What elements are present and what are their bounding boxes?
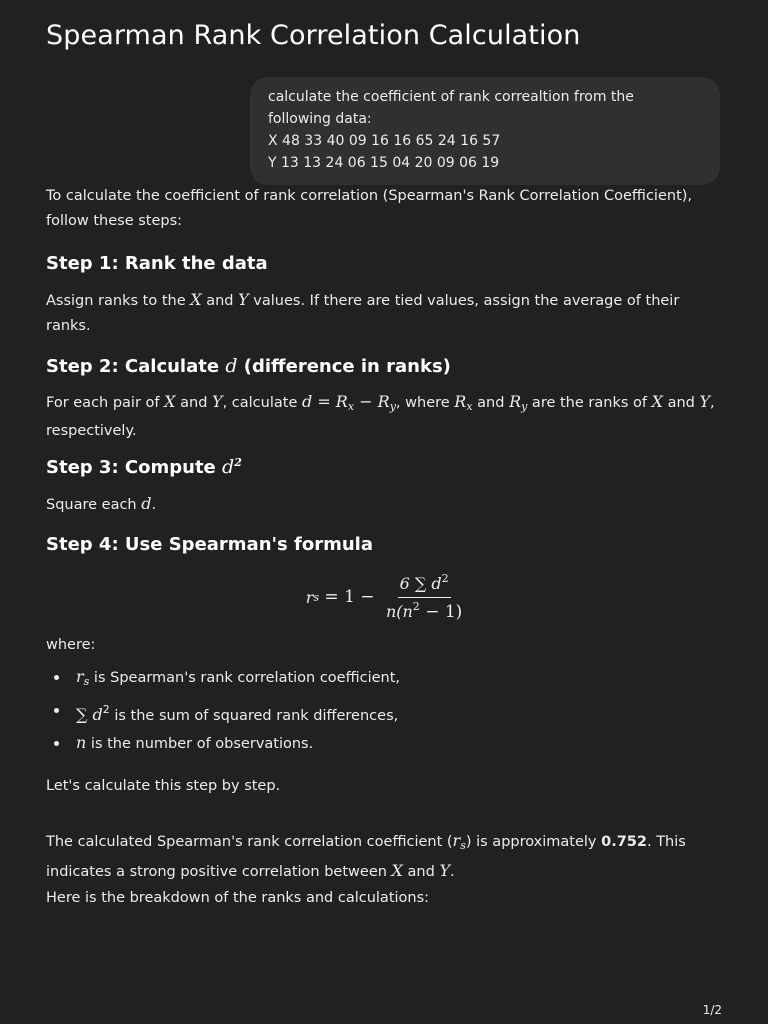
- breakdown-text: Here is the breakdown of the ranks and calculations:: [46, 890, 430, 906]
- intro-text: To calculate the coefficient of rank correlation (Spearman's Rank Correlation Coefficient), follow these steps:: [46, 188, 693, 229]
- step1-heading: Step 1: Rank the data: [46, 253, 268, 274]
- result-text: The calculated Spearman's rank correlation coefficient $(r_s)$ is approximately 0.752. This indicates a strong positive correlation between X and Y.: [46, 831, 686, 880]
- step3-heading: Step 3: Compute $d^2$: [46, 456, 242, 478]
- formula-denominator: $n(n^2 - 1)$: [385, 600, 463, 622]
- formula-numerator: 6 ∑ $d^2$: [398, 572, 451, 598]
- user-message-line: following data:: [268, 111, 372, 127]
- user-message-line: calculate the coefficient of rank correaltion from the: [268, 89, 634, 105]
- bullet-icon: [54, 741, 59, 746]
- user-message-line: X 48 33 40 09 16 16 65 24 16 57: [268, 133, 501, 149]
- bullet-icon: [54, 675, 59, 680]
- user-message-line: Y 13 13 24 06 15 04 20 09 06 19: [268, 155, 500, 171]
- bullet-icon: [54, 708, 59, 713]
- where-label: where:: [46, 637, 96, 653]
- variable-definitions-list: [46, 664, 400, 763]
- list-item: $r_s$ is Spearman's rank correlation coefficient,: [46, 664, 400, 697]
- result-value: 0.752: [601, 834, 647, 850]
- user-message-bubble: [250, 77, 720, 185]
- step1-text: Assign ranks to the X and Y values. If there are tied values, assign the average of their ranks.: [46, 290, 680, 334]
- step4-heading: Step 4: Use Spearman's formula: [46, 534, 373, 555]
- page-title: Spearman Rank Correlation Calculation: [46, 20, 581, 51]
- list-item: ∑ $d^2$ is the sum of squared rank differences,: [46, 697, 400, 730]
- step-by-step-text: Let's calculate this step by step.: [46, 778, 281, 794]
- step3-text: Square each d.: [46, 494, 157, 513]
- step2-heading: Step 2: Calculate d (difference in ranks): [46, 355, 451, 377]
- formula-fraction: [386, 572, 462, 622]
- spearman-formula: r s = 1 − $\frac{6 \sum d^2}{n(n^2 - 1)}$: [305, 572, 463, 622]
- step2-text: For each pair of X and Y, calculate $d = R_x - R_y$, where $R_x$ and $R_y$ are the ranks of X and Y, respectively.: [46, 392, 715, 439]
- list-item: n is the number of observations.: [46, 730, 400, 763]
- response-pager[interactable]: 1/2: [702, 1003, 722, 1017]
